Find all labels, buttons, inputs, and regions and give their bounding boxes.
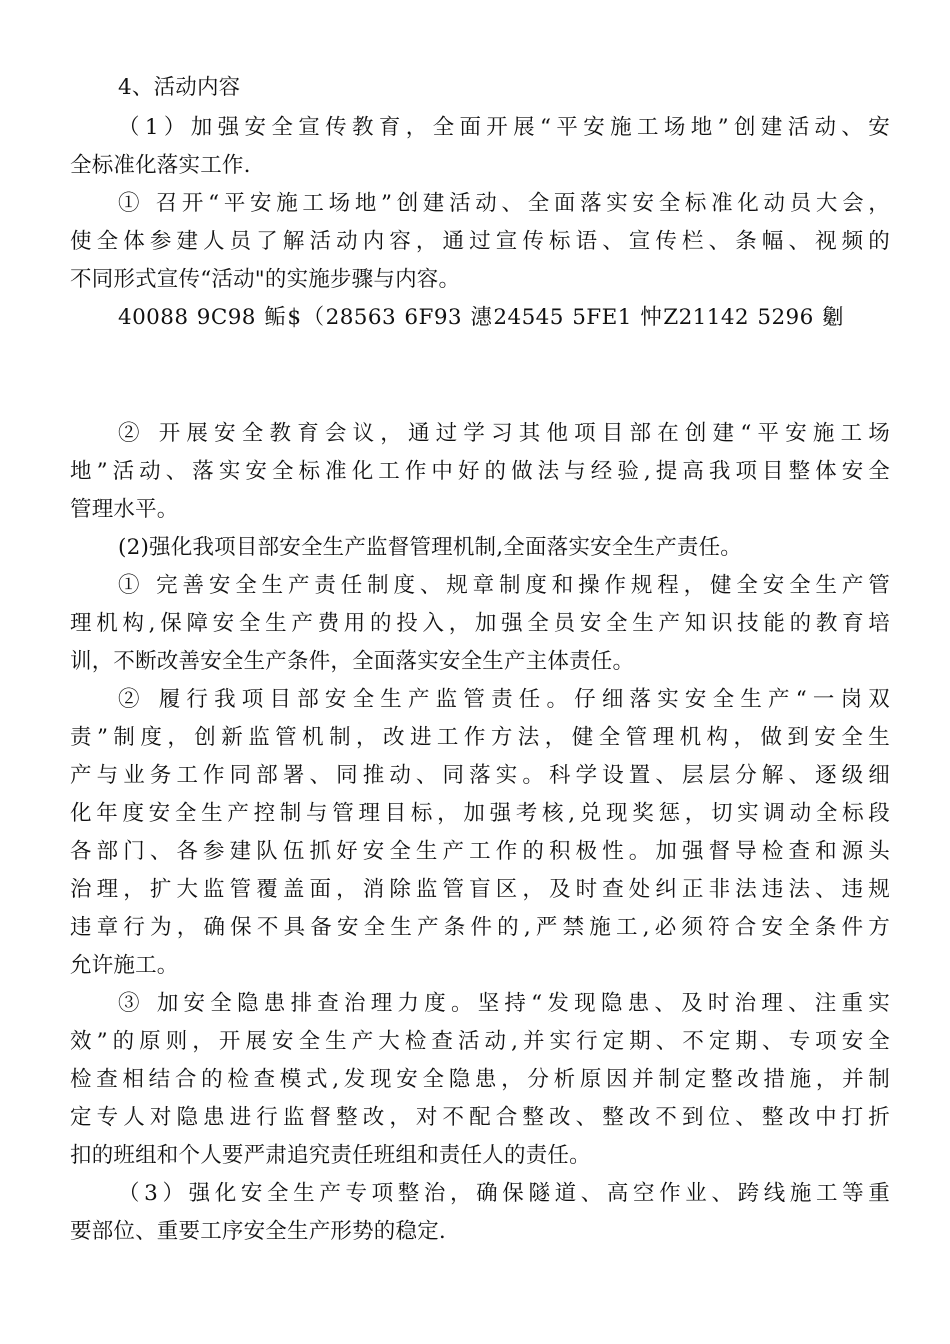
paragraph-line: 扣的班组和个人要严肃追究责任班组和责任人的责任。 [70,1143,591,1168]
paragraph-line: 管理水平。 [70,497,179,522]
paragraph-line: 地”活动、落实安全标准化工作中好的做法与经验,提高我项目整体安全 [70,459,890,484]
paragraph-line: 各部门、各参建队伍抓好安全生产工作的积极性。加强督导检查和源头 [70,839,890,864]
paragraph-line: 化年度安全生产控制与管理目标，加强考核,兑现奖惩，切实调动全标段 [70,801,890,826]
paragraph-line: ② 开展安全教育会议，通过学习其他项目部在创建“平安施工场 [118,421,890,446]
paragraph-line: 要部位、重要工序安全生产形势的稳定. [70,1219,446,1244]
paragraph-line: 定专人对隐患进行监督整改，对不配合整改、整改不到位、整改中打折 [70,1105,890,1130]
paragraph-line: ① 完善安全生产责任制度、规章制度和操作规程，健全安全生产管 [118,573,890,598]
paragraph-line: 检查相结合的检查模式,发现安全隐患，分析原因并制定整改措施，并制 [70,1067,890,1092]
paragraph-line: ② 履行我项目部安全生产监管责任。仔细落实安全生产“一岗双 [118,687,890,712]
paragraph-line: 使全体参建人员了解活动内容，通过宣传标语、宣传栏、条幅、视频的 [70,229,890,254]
paragraph-line: 理机构,保障安全生产费用的投入，加强全员安全生产知识技能的教育培 [70,611,890,636]
paragraph-line: ③ 加安全隐患排查治理力度。坚持“发现隐患、及时治理、注重实 [118,991,890,1016]
paragraph-line: 违章行为，确保不具备安全生产条件的,严禁施工,必须符合安全条件方 [70,915,890,940]
paragraph-line: 训，不断改善安全生产条件，全面落实安全生产主体责任。 [70,649,635,674]
paragraph-line: (2)强化我项目部安全生产监督管理机制,全面落实安全生产责任。 [118,535,742,560]
paragraph-line: 允许施工。 [70,953,179,978]
paragraph-line: （1）加强安全宣传教育，全面开展“平安施工场地”创建活动、安 [118,115,890,140]
paragraph-line: 产与业务工作同部署、同推动、同落实。科学设置、层层分解、逐级细 [70,763,890,788]
encoded-text-line: 40088 9C98 鲘$（28563 6F93 潓24545 5FE1 忡Z21142 5296 劖 [118,305,844,330]
section-heading: 4、活动内容 [118,75,241,100]
paragraph-line: 全标准化落实工作. [70,153,251,178]
paragraph-line: 责”制度，创新监管机制，改进工作方法，健全管理机构，做到安全生 [70,725,890,750]
paragraph-line: 治理，扩大监管覆盖面，消除监管盲区，及时查处纠正非法违法、违规 [70,877,890,902]
paragraph-line: （3）强化安全生产专项整治，确保隧道、高空作业、跨线施工等重 [118,1181,890,1206]
paragraph-line: 效”的原则，开展安全生产大检查活动,并实行定期、不定期、专项安全 [70,1029,890,1054]
paragraph-line: 不同形式宣传“活动"的实施步骤与内容。 [70,267,461,292]
paragraph-line: ① 召开“平安施工场地”创建活动、全面落实安全标准化动员大会， [118,191,890,216]
